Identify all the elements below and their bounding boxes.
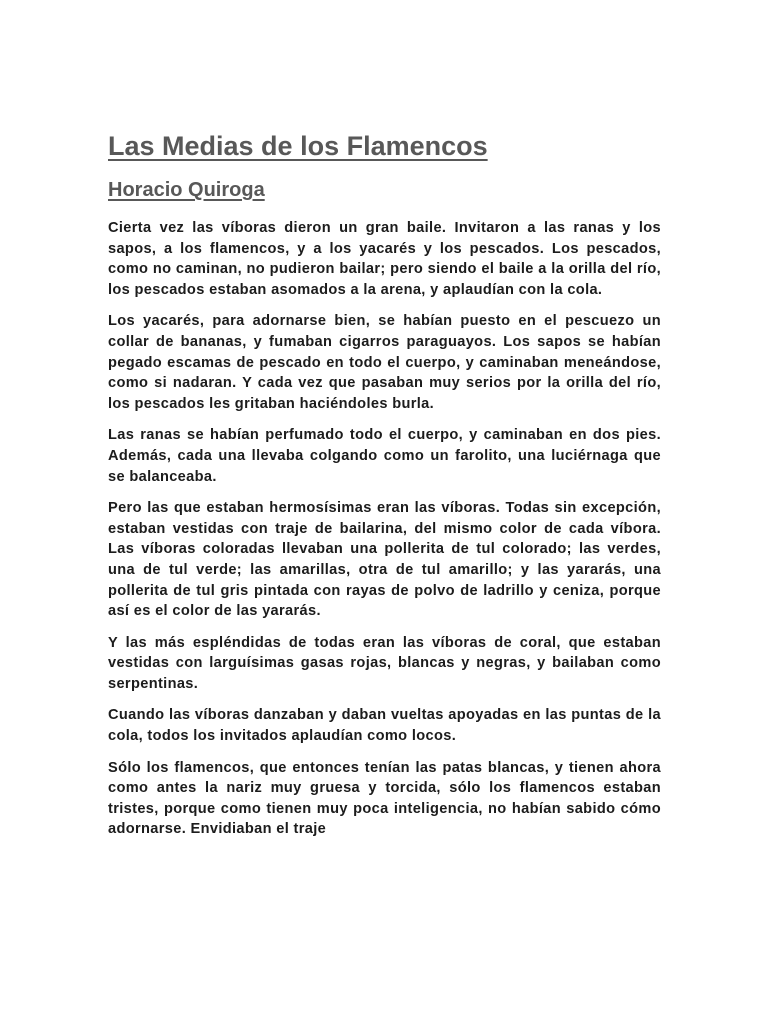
paragraph: Cuando las víboras danzaban y daban vueltas apoyadas en las puntas de la cola, todos los invitados aplaudían como locos.: [108, 707, 661, 745]
paragraph: Sólo los flamencos, que entonces tenían las patas blancas, y tienen ahora como antes la nariz muy gruesa y torcida, sólo los flamencos estaban tristes, porque como tienen muy poca inteligencia, no habían sabido cómo adornarse. Envidiaban el traje: [108, 759, 661, 838]
paragraph: Los yacarés, para adornarse bien, se habían puesto en el pescuezo un collar de bananas, y fumaban cigarros paraguayos. Los sapos se habían pegado escamas de pescado en todo el cuerpo, y caminaban meneándose, como si nadaran. Y cada vez que pasaban muy serios por la orilla del río, los pescados les gritaban haciéndoles burla.: [108, 313, 661, 412]
document-title: Las Medias de los Flamencos: [108, 131, 488, 161]
paragraph: Pero las que estaban hermosísimas eran las víboras. Todas sin excepción, estaban vestidas con traje de bailarina, del mismo color de cada víbora. Las víboras coloradas llevaban una pollerita de tul colorado; las verdes, una de tul verde; las amarillas, otra de tul amarillo; y las yararás, una pollerita de tul gris pintada con rayas de polvo de ladrillo y ceniza, porque así es el color de las yararás.: [108, 500, 661, 620]
paragraph: Y las más espléndidas de todas eran las víboras de coral, que estaban vestidas con larguísimas gasas rojas, blancas y negras, y bailaban como serpentinas.: [108, 634, 661, 692]
paragraph: Cierta vez las víboras dieron un gran baile. Invitaron a las ranas y los sapos, a los flamencos, y a los yacarés y los pescados. Los pescados, como no caminan, no pudieron bailar; pero siendo el baile a la orilla del río, los pescados estaban asomados a la arena, y aplaudían con la cola.: [108, 220, 661, 298]
paragraph: Las ranas se habían perfumado todo el cuerpo, y caminaban en dos pies. Además, cada una llevaba colgando como un farolito, una luciérnaga que se balanceaba.: [108, 427, 661, 485]
document-author: Horacio Quiroga: [108, 179, 265, 201]
document-body: [108, 218, 661, 840]
document-page: [108, 128, 661, 851]
